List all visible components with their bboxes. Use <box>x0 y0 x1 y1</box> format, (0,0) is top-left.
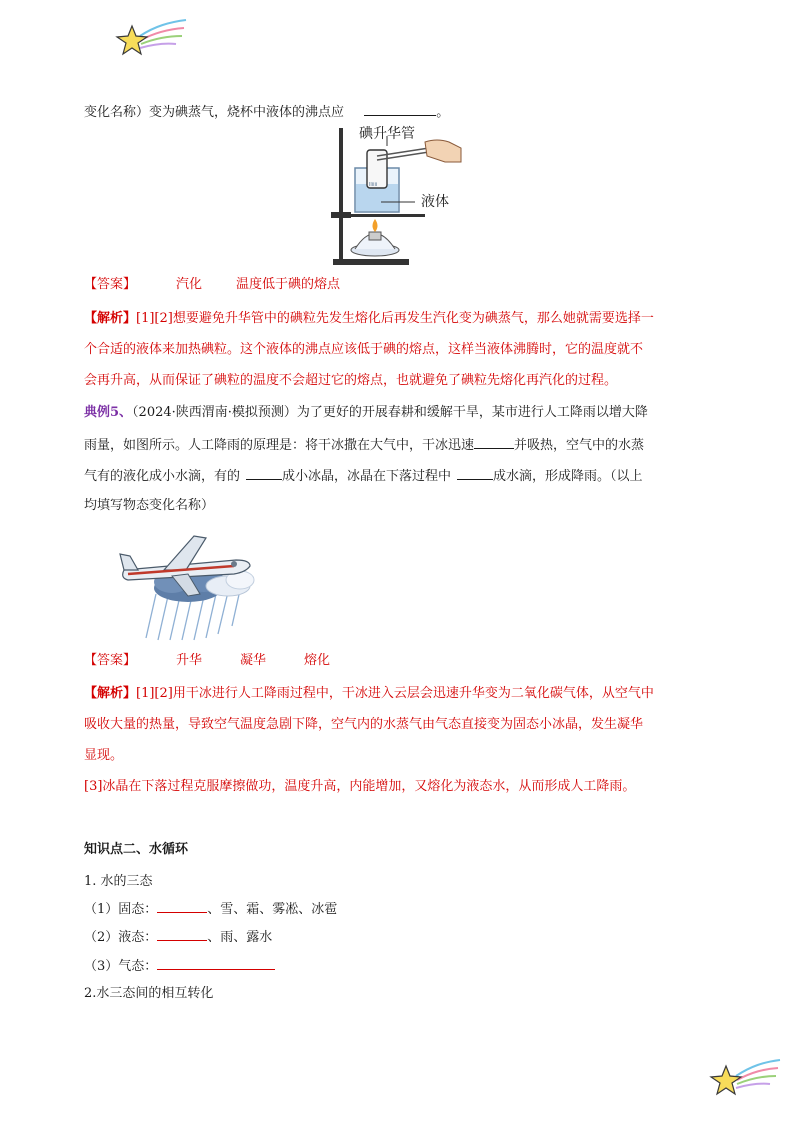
answer-2: 温度低于碘的熔点 <box>236 277 341 292</box>
iodine-sublimation-figure <box>325 122 465 270</box>
beaker-label: lliiii <box>369 182 378 188</box>
list-item <box>84 898 337 920</box>
tube-label: 碘升华管 <box>359 126 415 142</box>
list-item <box>84 926 272 948</box>
answer-2: 凝华 <box>240 653 267 668</box>
answer-line <box>84 651 330 671</box>
analysis-text: 个合适的液体来加热碘粒。这个液体的沸点应该低于碘的熔点，这样当液体沸腾时，它的温度就不 <box>84 342 644 357</box>
analysis-line <box>84 715 643 735</box>
list-item-label: （1）固态： <box>84 902 158 917</box>
answer-blank <box>157 926 207 941</box>
answer-3: 熔化 <box>304 653 331 668</box>
answer-1: 升华 <box>176 653 203 668</box>
answer-blank <box>157 955 275 970</box>
analysis-text: 吸收大量的热量，导致空气温度急剧下降，空气内的水蒸气由气态直接变为固态小冰晶，发生凝华 <box>84 717 644 732</box>
answer-1: 汽化 <box>176 277 203 292</box>
example-text: 均填写物态变化名称） <box>84 498 215 513</box>
question-end: 。 <box>436 105 450 120</box>
section-title: 知识点二、水循环 <box>84 842 189 857</box>
list-item <box>84 955 275 977</box>
list-item-text: 、雪、霜、雾凇、冰雹 <box>207 902 338 917</box>
analysis-line <box>84 340 643 360</box>
analysis-tag: 【解析】 <box>84 311 137 326</box>
answer-blank <box>474 434 514 449</box>
list-item-text: 、雨、露水 <box>207 930 273 945</box>
question-line <box>84 101 449 123</box>
example-text: 并吸热，空气中的水蒸 <box>514 438 645 453</box>
list-item-label: （3）气态： <box>84 959 158 974</box>
airplane-rain-figure <box>116 530 266 642</box>
answer-blank <box>246 465 282 480</box>
shooting-star-icon <box>110 14 190 60</box>
example-text: 气有的液化成小水滴，有的 <box>84 469 241 484</box>
list-item: 1. 水的三态 <box>84 874 153 889</box>
example-text: 成水滴，形成降雨。（以上 <box>493 469 643 484</box>
answer-blank <box>364 101 436 116</box>
shooting-star-icon <box>706 1056 784 1100</box>
example-tag: 典例5、 <box>84 405 133 420</box>
analysis-text: [1][2]想要避免升华管中的碘粒先发生熔化后再发生汽化变为碘蒸气，那么她就需要选择一 <box>136 311 654 326</box>
list-item-label: （2）液态： <box>84 930 158 945</box>
analysis-text: 会再升高，从而保证了碘粒的温度不会超过它的熔点，也就避免了碘粒先熔化再汽化的过程。 <box>84 373 618 388</box>
answer-tag: 【答案】 <box>84 277 137 292</box>
example-text: 成小冰晶，冰晶在下落过程中 <box>282 469 452 484</box>
analysis-line <box>84 746 123 766</box>
example-line <box>84 403 648 423</box>
example-line <box>84 434 644 456</box>
example-line <box>84 496 214 516</box>
analysis-line <box>84 777 635 797</box>
analysis-line <box>84 309 654 329</box>
answer-line <box>84 275 340 295</box>
analysis-line <box>84 684 654 704</box>
analysis-tag: 【解析】 <box>84 686 137 701</box>
answer-blank <box>457 465 493 480</box>
list-item: 2.水三态间的相互转化 <box>84 986 214 1001</box>
example-text: （2024·陕西渭南·模拟预测）为了更好的开展春耕和缓解干旱，某市进行人工降雨以增大降 <box>132 405 648 420</box>
question-text: 变化名称）变为碘蒸气，烧杯中液体的沸点应 <box>84 105 345 120</box>
analysis-text: [1][2]用干冰进行人工降雨过程中，干冰进入云层会迅速升华变为二氧化碳气体，从空气中 <box>136 686 654 701</box>
analysis-line <box>84 371 617 391</box>
example-text: 雨量，如图所示。人工降雨的原理是：将干冰撒在大气中，干冰迅速 <box>84 438 475 453</box>
analysis-text: [3]冰晶在下落过程克服摩擦做功，温度升高，内能增加，又熔化为液态水，从而形成人工降雨。 <box>84 779 636 794</box>
answer-tag: 【答案】 <box>84 653 137 668</box>
liquid-label: 液体 <box>421 194 449 210</box>
analysis-text: 显现。 <box>84 748 124 763</box>
answer-blank <box>157 898 207 913</box>
example-line <box>84 465 643 487</box>
